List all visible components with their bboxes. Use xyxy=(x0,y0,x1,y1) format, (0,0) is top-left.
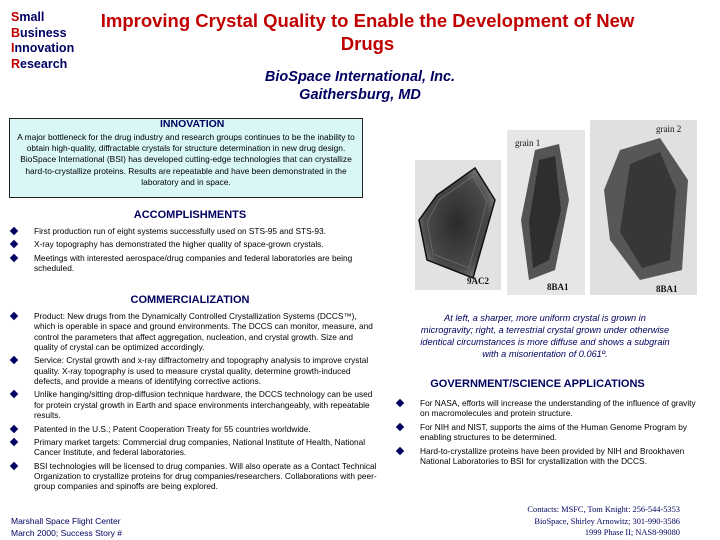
footer-date: March 2000; Success Story # xyxy=(11,527,123,538)
crystal-grain1-graphic xyxy=(507,130,585,295)
diamond-bullet-icon xyxy=(10,390,18,398)
government-list xyxy=(394,398,700,469)
crystal-grain2-label: 8BA1 xyxy=(656,284,678,294)
diamond-bullet-icon xyxy=(396,423,404,431)
diamond-bullet-icon xyxy=(10,254,18,262)
crystal-image-grain2 xyxy=(590,120,697,295)
image-caption: At left, a sharper, more uniform crystal is grown in microgravity; right, a terrestrial crystal grown under otherwise identical circumstances is more diffuse and shows a subgrain with a misorientation of 0.061º. xyxy=(420,313,670,359)
diamond-bullet-icon xyxy=(10,424,18,432)
diamond-bullet-icon xyxy=(396,446,404,454)
diamond-bullet-icon xyxy=(10,438,18,446)
sbir-line-research: Research xyxy=(11,56,68,71)
crystal-space-label: 9AC2 xyxy=(467,276,489,286)
company-location: Gaithersburg, MD xyxy=(299,87,421,103)
contact-line: 1999 Phase II; NAS8-99080 xyxy=(584,528,680,537)
accomplishments-title: ACCOMPLISHMENTS xyxy=(133,209,247,221)
list-item: BSI technologies will be licensed to drug companies. Will also operate as a Contact Technical Organization to crystallize proteins for drug companies/researchers. Collaborations with peer-group companies and spinoffs are being explored. xyxy=(8,461,378,492)
innovation-title: INNOVATION xyxy=(160,118,225,130)
list-item: Hard-to-crystallize proteins have been provided by NIH and Brookhaven National Laboratories to BSI for crystallization with the DCCS. xyxy=(394,446,700,467)
contacts-block xyxy=(470,504,680,539)
list-item: First production run of eight systems successfully used on STS-95 and STS-93. xyxy=(8,226,360,236)
crystal-image-space xyxy=(415,160,501,290)
sbir-line-business: Business xyxy=(11,25,67,40)
diamond-bullet-icon xyxy=(10,240,18,248)
list-item: Service: Crystal growth and x-ray diffractometry and topography analysis to improve crystal quality. X-ray topography is used to measure crystal quality, determine growth-induced defects, and provide a means of identifying corrective actions. xyxy=(8,355,378,386)
diamond-bullet-icon xyxy=(10,227,18,235)
footer-center-name: Marshall Space Flight Center xyxy=(11,516,121,526)
innovation-text: A major bottleneck for the drug industry and research groups continues to be the inability to obtain high-quality, diffractable crystals for structure determination in new drug design. BioSpace International (BSI) has developed cutting-edge technologies that can crystallize hard-to-crystallize proteins. Results are repeatable and have been demonstrated in the laboratory and in space. xyxy=(17,132,355,187)
diamond-bullet-icon xyxy=(10,356,18,364)
company-block xyxy=(210,68,510,104)
list-item: Primary market targets: Commercial drug companies, National Institute of Health, National Cancer Institute, and federal laboratories. xyxy=(8,437,378,458)
diamond-bullet-icon xyxy=(10,462,18,470)
crystal-grain1-label: 8BA1 xyxy=(547,282,569,292)
list-item: For NASA, efforts will increase the understanding of the influence of gravity on macromolecules and protein structure. xyxy=(394,398,700,419)
list-item: X-ray topography has demonstrated the higher quality of space-grown crystals. xyxy=(8,239,360,249)
footer-block xyxy=(11,516,122,539)
diamond-bullet-icon xyxy=(396,399,404,407)
sbir-line-innovation: Innovation xyxy=(11,41,75,55)
commercialization-title: COMMERCIALIZATION xyxy=(130,294,250,306)
commercialization-list xyxy=(8,311,378,495)
list-item: For NIH and NIST, supports the aims of the Human Genome Program by enabling structures to be determined. xyxy=(394,422,700,443)
innovation-box xyxy=(9,118,363,198)
crystal-image-grain1 xyxy=(507,130,585,295)
crystal-space-graphic xyxy=(415,160,501,290)
company-name: BioSpace International, Inc. xyxy=(264,69,456,85)
list-item: Meetings with interested aerospace/drug companies and federal laboratories are being scheduled. xyxy=(8,253,360,274)
list-item: Unlike hanging/sitting drop-diffusion technique hardware, the DCCS technology can be used for protein crystal growth in Earth and space environments interchangeably, with repeatable results. xyxy=(8,389,378,420)
contact-line: Contacts: MSFC, Tom Knight: 256-544-5353 xyxy=(527,505,680,514)
list-item: Patented in the U.S.; Patent Cooperation Treaty for 55 countries worldwide. xyxy=(8,424,378,434)
government-title: GOVERNMENT/SCIENCE APPLICATIONS xyxy=(430,378,645,390)
sbir-line-small: Small xyxy=(11,10,45,24)
diamond-bullet-icon xyxy=(10,312,18,320)
grain2-label: grain 2 xyxy=(656,124,682,134)
crystal-grain2-graphic xyxy=(590,120,697,295)
grain1-label: grain 1 xyxy=(515,138,541,148)
page-title: Improving Crystal Quality to Enable the Development of New Drugs xyxy=(100,10,635,54)
list-item: Product: New drugs from the Dynamically Controlled Crystallization Systems (DCCS™), which is operable in space and ground environments. The DCCS can monitor, measure, and control the parameters that affect aggregation, nucleation, and crystal growth. Size and quality of crystal can be optimized accordingly. xyxy=(8,311,378,352)
accomplishments-list xyxy=(8,226,360,277)
sbir-logo xyxy=(11,10,74,72)
contact-line: BioSpace, Shirley Arnowitz; 301-990-3586 xyxy=(534,516,680,526)
